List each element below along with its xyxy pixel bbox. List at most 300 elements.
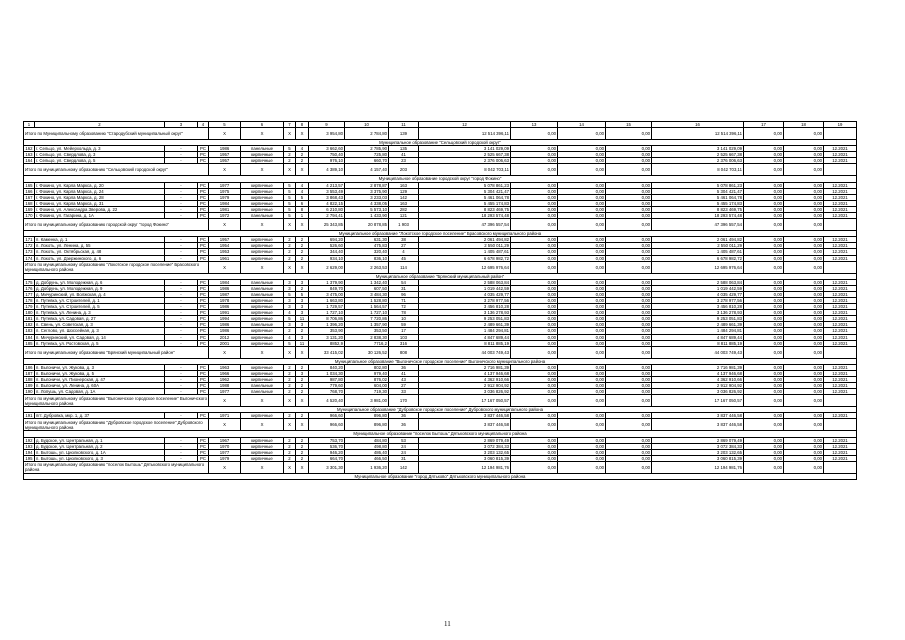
table-cell: 896,80 [345,413,389,419]
table-cell: 17 167 050,57 [652,395,744,407]
table-cell: 1961 [209,255,241,261]
table-cell: 1984 [209,200,241,206]
table-cell: 0,00 [784,188,824,194]
table-cell: РС [198,413,209,419]
table-cell: 2 [284,158,296,164]
table-cell: 163 [25,152,33,158]
column-number-cell: 8 [296,122,309,128]
table-cell: 0,00 [744,200,784,206]
table-cell: 4 847 689,44 [419,334,511,340]
table-cell: панельные [241,389,284,395]
table-cell: 24 [389,443,419,449]
table-cell: 0,00 [784,334,824,340]
table-cell: 0,00 [744,206,784,212]
table-cell: 2 [284,328,296,334]
table-cell: 7716,2 [345,340,389,346]
table-cell: 840,20 [309,364,345,370]
table-cell: 2 376 006,63 [419,158,511,164]
table-cell: РС [198,285,209,291]
table-cell: 0,00 [606,443,652,449]
table-cell: 71 [389,297,419,303]
table-cell: - [165,413,198,419]
table-cell: 2 550 011,29 [419,243,511,249]
table-cell: 0,00 [558,255,606,261]
table-cell: РС [198,200,209,206]
table-cell: 6 678 982,72 [652,255,744,261]
table-cell: 2 716 981,39 [419,364,511,370]
table-cell: 2 [284,377,296,383]
table-cell: 0,00 [606,219,652,231]
table-cell: 3 837 446,58 [652,419,744,431]
table-cell: X [284,346,296,358]
table-cell: 4 213,57 [309,182,345,188]
table-cell: 1979 [209,194,241,200]
table-cell: 3 837 446,58 [419,419,511,431]
address-cell: п. Путевка, ул. Ленина, д. 3 [35,310,165,316]
table-cell: 180 [25,310,33,316]
table-cell: 3 553,49 [309,188,345,194]
table-cell [824,419,857,431]
column-number-cell: 11 [389,122,419,128]
table-cell: 0,00 [511,237,558,243]
address-cell: г. Фокино, ул. Александра Зверова, д. 22 [35,206,165,212]
table-cell: 12.2021 [824,443,857,449]
table-cell: 316 [389,340,419,346]
table-cell: 0,00 [511,194,558,200]
table-cell: кирпичные [241,255,284,261]
table-cell: 3 [296,304,309,310]
table-cell: 1 034,30 [309,370,345,376]
table-cell: 1971 [209,413,241,419]
table-cell: 725,80 [345,152,389,158]
address-cell: п. Путевка, ул. Строителей, д. 5 [35,304,165,310]
table-cell: X [241,261,284,273]
table-cell: 8 811 885,19 [652,340,744,346]
table-cell: - [165,455,198,461]
table-cell: 0,00 [784,249,824,255]
table-cell: 12 695 976,64 [652,261,744,273]
table-cell: X [209,419,241,431]
table-cell: - [165,255,198,261]
table-cell: 1 936,20 [345,461,389,473]
table-cell: 2 [284,255,296,261]
table-cell: 1977 [209,182,241,188]
table-cell: 0,00 [511,395,558,407]
table-cell: 3 072 384,33 [652,443,744,449]
table-cell: 7 720,86 [345,316,389,322]
table-cell: 2 [284,449,296,455]
table-cell: 0,00 [784,158,824,164]
table-cell: 12.2021 [824,316,857,322]
table-cell: 1957 [209,237,241,243]
table-cell: 719,30 [345,389,389,395]
table-cell: 0,00 [558,152,606,158]
table-cell: 2 [296,158,309,164]
table-cell: 5 [296,291,309,297]
table-cell: 1977 [209,389,241,395]
table-cell: 0,00 [784,194,824,200]
table-cell: 0,00 [744,328,784,334]
table-cell: 165 [25,182,33,188]
table-cell: 192 [25,437,33,443]
table-cell: 2 061 494,82 [419,237,511,243]
table-cell: 0,00 [511,389,558,395]
table-cell: кирпичные [241,443,284,449]
table-cell [824,219,857,231]
table-cell: 12.2021 [824,206,857,212]
table-cell: 466,50 [345,455,389,461]
table-cell: 2 [296,249,309,255]
table-cell: - [165,437,198,443]
table-cell: 282 [389,206,419,212]
table-cell: 660,70 [345,158,389,164]
table-cell: 0,00 [606,346,652,358]
table-cell: 486,40 [345,449,389,455]
table-cell: 0,00 [744,461,784,473]
table-cell: 12.2021 [824,328,857,334]
table-cell: 0,00 [606,158,652,164]
table-cell: 96 [389,291,419,297]
table-cell: 41 [389,370,419,376]
table-cell: 0,00 [744,443,784,449]
column-number-cell: 15 [606,122,652,128]
table-cell: 0,00 [558,291,606,297]
table-cell: X [241,346,284,358]
table-cell: 0,00 [744,322,784,328]
table-cell: 43 [389,377,419,383]
table-cell: 30 126,52 [345,346,389,358]
table-cell: 3 837 446,58 [419,413,511,419]
table-cell: X [296,461,309,473]
table-cell [824,261,857,273]
table-cell: - [165,285,198,291]
table-cell: 0,00 [784,383,824,389]
table-cell: 12.2021 [824,243,857,249]
table-cell: 5 461 064,78 [419,194,511,200]
address-cell: п. Бытошь, ул. Циолковского, д. 1А [35,449,165,455]
table-cell: 0,00 [744,340,784,346]
table-cell: 0,00 [784,389,824,395]
table-cell: 1972 [209,213,241,219]
table-cell: 0,00 [511,219,558,231]
table-cell: 0,00 [558,237,606,243]
table-cell: 3 036 826,92 [652,389,744,395]
table-cell: 353,50 [345,328,389,334]
table-cell: кирпичные [241,182,284,188]
table-cell: 0,00 [784,377,824,383]
table-cell: 2 [296,285,309,291]
table-cell: 0,00 [511,164,558,176]
table-cell: 0,00 [784,419,824,431]
table-cell: 6 210,80 [309,206,345,212]
column-number-cell: 2 [35,122,165,128]
table-cell: X [209,395,241,407]
table-cell: 8852,9 [309,340,345,346]
table-cell: X [241,128,284,140]
table-cell: 3 278 977,56 [419,297,511,303]
table-cell: 1986 [209,285,241,291]
table-cell: 0,00 [558,219,606,231]
table-cell: - [165,213,198,219]
table-cell: 12.2021 [824,194,857,200]
table-cell: 2 [284,364,296,370]
table-cell: 3 141 029,09 [419,146,511,152]
table-cell: 0,00 [558,322,606,328]
table-cell: РС [198,297,209,303]
table-cell: 12.2021 [824,364,857,370]
table-cell: - [165,322,198,328]
table-cell: 0,00 [511,328,558,334]
table-cell: 1 484 294,81 [419,328,511,334]
table-cell: 536,70 [309,443,345,449]
table-cell: 12.2021 [824,310,857,316]
section-title: Муниципальное образование "город Дятьково" Дятьковского муниципального района [24,473,857,479]
table-cell: 4 847 689,44 [652,334,744,340]
table-cell: 4 338,05 [345,200,389,206]
table-cell: 0,00 [606,243,652,249]
table-cell: 0,00 [511,146,558,152]
table-cell: 4 137 946,68 [419,370,511,376]
table-cell: 10 [389,316,419,322]
table-cell: X [284,419,296,431]
table-cell: 3 662,60 [309,146,345,152]
table-cell: 604,00 [345,383,389,389]
table-cell: 59 [389,322,419,328]
table-cell: 0,00 [606,206,652,212]
table-cell: 0,00 [784,364,824,370]
table-cell: 0,00 [511,413,558,419]
table-cell: 12.2021 [824,389,857,395]
table-cell: 4 [296,188,309,194]
table-cell: 2 [296,237,309,243]
column-number-cell: 10 [345,122,389,128]
table-cell: 72 [389,304,419,310]
table-cell: 194 [25,449,33,455]
table-cell: 0,00 [784,182,824,188]
table-cell: X [284,261,296,273]
table-cell: РС [198,437,209,443]
table-cell: 0,00 [606,413,652,419]
table-cell: 177 [25,291,33,297]
table-cell: 114 [389,261,419,273]
table-cell: 1 433,90 [345,213,389,219]
table-cell: 2 [296,328,309,334]
column-number-cell: 5 [209,122,241,128]
column-number-cell: 6 [241,122,284,128]
table-cell: 0,00 [784,316,824,322]
table-cell: 0,00 [606,249,652,255]
table-cell: 3 954,80 [309,128,345,140]
table-cell: 0,00 [558,213,606,219]
address-cell: г. Фокино, ул. Карла Маркса, д. 24 [35,188,165,194]
table-cell: РС [198,279,209,285]
table-cell: 4 035 429,77 [419,291,511,297]
table-cell: кирпичные [241,249,284,255]
table-cell: 166 [25,188,33,194]
table-cell: РС [198,340,209,346]
table-cell: 38 [389,237,419,243]
table-cell: 41 [389,152,419,158]
table-cell: 0,00 [558,200,606,206]
table-cell: 664,70 [309,455,345,461]
table-cell: X [284,461,296,473]
table-cell: 0,00 [606,364,652,370]
table-cell: X [209,261,241,273]
table-cell: 1 727,10 [309,310,345,316]
table-cell: - [165,152,198,158]
table-cell: 0,00 [606,377,652,383]
table-cell: 0,00 [744,279,784,285]
table-cell: 0,00 [606,213,652,219]
table-cell: 0,00 [558,249,606,255]
table-cell: кирпичные [241,370,284,376]
subtotal-row [24,164,857,176]
table-cell: 1 405 487,61 [652,249,744,255]
table-cell: 0,00 [511,255,558,261]
table-cell: 0,00 [558,334,606,340]
table-cell: X [241,419,284,431]
subtotal-row [24,461,857,473]
table-cell: 0,00 [606,437,652,443]
table-cell: 0,00 [511,206,558,212]
table-cell: 25 343,85 [309,219,345,231]
table-cell: 0,00 [744,370,784,376]
table-cell: 836,10 [345,255,389,261]
table-cell: 475,83 [345,243,389,249]
table-cell: 3 981,00 [345,395,389,407]
table-cell: 1957 [209,152,241,158]
table-cell: 0,00 [606,182,652,188]
table-cell: - [165,188,198,194]
table-cell: 12.2021 [824,383,857,389]
table-cell: РС [198,255,209,261]
table-cell: 0,00 [606,334,652,340]
table-cell: 33 415,02 [309,346,345,358]
column-number-cell: 13 [511,122,558,128]
table-cell: X [209,128,241,140]
table-cell: 0,00 [511,461,558,473]
table-cell: 142 [389,461,419,473]
table-cell: панельные [241,213,284,219]
address-cell: пгт. Дубровка, мкр. 1, д. 37 [35,413,165,419]
table-cell: 12.2021 [824,188,857,194]
table-cell: 0,00 [784,310,824,316]
table-cell: РС [198,243,209,249]
table-cell: 0,00 [511,158,558,164]
column-number-cell: 9 [309,122,345,128]
table-cell: кирпичные [241,304,284,310]
table-cell: 4 362 910,66 [652,377,744,383]
table-cell: X [284,164,296,176]
table-cell: 0,00 [558,419,606,431]
table-cell: 5 078 861,23 [419,182,511,188]
table-cell: 5 [284,213,296,219]
table-cell: X [296,261,309,273]
table-cell: 12.2021 [824,200,857,206]
table-cell: 12.2021 [824,291,857,297]
table-cell: 2 [284,443,296,449]
table-cell: РС [198,146,209,152]
table-cell: 36 [389,419,419,431]
table-cell: 1954 [209,243,241,249]
table-cell: 170 [389,395,419,407]
table-cell: 8 042 703,11 [419,164,511,176]
table-cell: РС [198,443,209,449]
table-cell: 36 [389,364,419,370]
table-cell: 0,00 [558,128,606,140]
table-body [24,122,857,480]
table-cell: 0,00 [744,316,784,322]
table-cell: 0,00 [558,413,606,419]
column-number-cell: 1 [24,122,35,128]
table-cell: 4 [296,146,309,152]
table-cell: 2 716 981,39 [652,364,744,370]
table-cell: 5 [284,200,296,206]
table-cell: 0,00 [511,322,558,328]
table-cell [824,128,857,140]
table-cell: 23 [389,158,419,164]
table-cell: 0,00 [784,437,824,443]
column-number-cell: 12 [419,122,511,128]
table-cell: 0,00 [784,449,824,455]
table-cell: 1981 [209,206,241,212]
table-cell: 1962 [209,377,241,383]
table-cell: 2 878,87 [345,182,389,188]
table-cell: 0,00 [784,328,824,334]
table-cell: 2 [284,370,296,376]
section-title: Муниципальное образование городской округ "город Фокино" [24,176,857,182]
table-cell: 169 [25,206,33,212]
table-cell: 8 042 703,11 [652,164,744,176]
table-cell: 3 [296,310,309,316]
subtotal-label: Итого по муниципальному образованию городской округ "город Фокино" [24,219,209,231]
table-cell: РС [198,291,209,297]
table-cell: 2 [296,437,309,443]
table-cell: 0,00 [744,237,784,243]
table-cell: 2 [284,383,296,389]
table-cell: 2 588 063,84 [419,279,511,285]
table-cell: 190 [25,389,33,395]
table-cell: 2 [296,152,309,158]
table-cell: 179 [25,304,33,310]
table-cell: 2001 [209,340,241,346]
table-cell: 2 [284,413,296,419]
table-cell: 0,00 [558,377,606,383]
table-cell: 12.2021 [824,182,857,188]
table-cell: 0,00 [744,285,784,291]
table-cell: 3 837 446,58 [652,413,744,419]
table-cell: 129 [389,188,419,194]
table-cell: - [165,182,198,188]
table-cell: 5 573,10 [345,206,389,212]
table-cell: 0,00 [784,261,824,273]
table-cell: 5 [296,194,309,200]
table-cell: 181 [25,316,33,322]
section-title: Муниципальное образование "Выгоничское городское поселение" Выгоничского муниципального района [24,358,857,364]
table-cell: - [165,206,198,212]
table-cell: 0,00 [606,395,652,407]
table-cell: - [165,310,198,316]
table-cell: 3 [284,304,296,310]
table-cell: 5 304 421,47 [419,188,511,194]
column-number-cell: 14 [558,122,606,128]
table-cell: 1 342,40 [345,279,389,285]
table-cell: 0,00 [744,346,784,358]
table-cell: 2 912 904,92 [652,383,744,389]
table-cell: панельные [241,285,284,291]
table-cell: 0,00 [511,297,558,303]
table-cell: 2 489 661,39 [652,322,744,328]
